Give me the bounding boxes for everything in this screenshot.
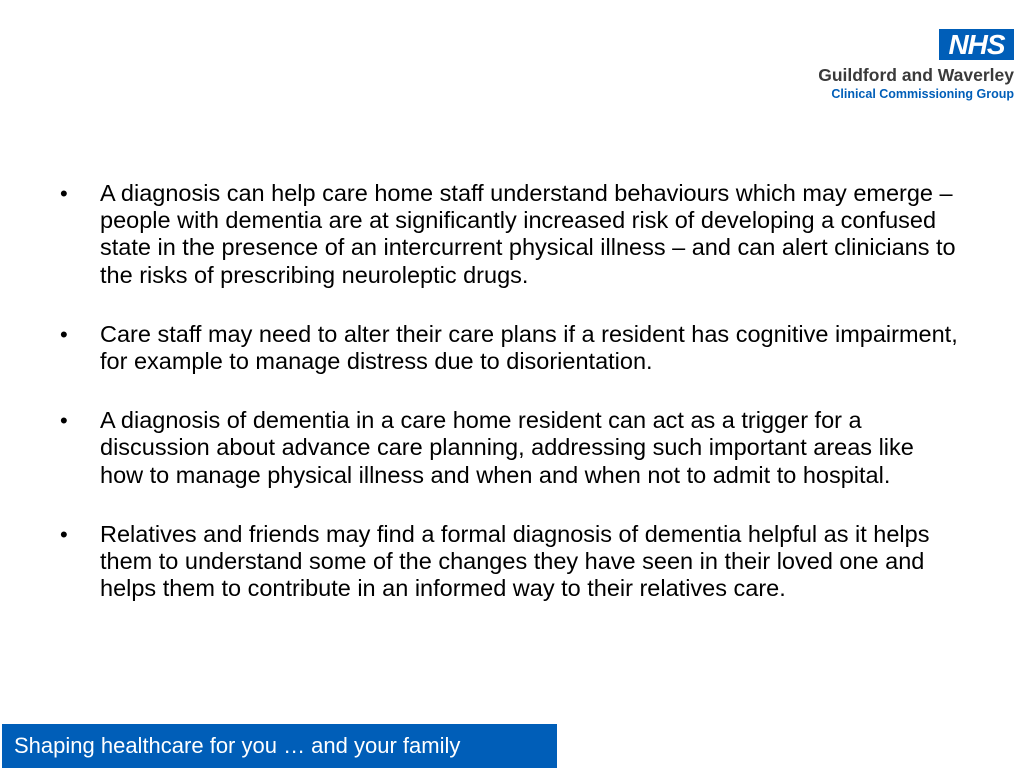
- bullet-item: [60, 521, 960, 603]
- bullet-text: A diagnosis of dementia in a care home resident can act as a trigger for a discussion about advance care planning, addressing such important areas like how to manage physical illness and when and when not to admit to hospital.: [100, 407, 914, 488]
- bullet-icon: •: [60, 408, 68, 434]
- bullet-icon: •: [60, 521, 68, 547]
- bullet-list: [60, 180, 960, 634]
- bullet-icon: •: [60, 181, 68, 206]
- footer-tagline: Shaping healthcare for you … and your family: [14, 733, 461, 758]
- org-subtitle: Clinical Commissioning Group: [831, 87, 1014, 101]
- nhs-logo: [774, 29, 1014, 105]
- bullet-text: Relatives and friends may find a formal diagnosis of dementia helpful as it helps them to understand some of the changes they have seen in their loved one and helps them to contribute in an informed way to their relatives care.: [100, 520, 930, 602]
- bullet-text: Care staff may need to alter their care plans if a resident has cognitive impairment, for example to manage distress due to disorientation.: [100, 320, 958, 375]
- bullet-item: [60, 321, 960, 375]
- bullet-item: [60, 407, 960, 489]
- bullet-text: A diagnosis can help care home staff understand behaviours which may emerge – people with dementia are at significantly increased risk of developing a confused state in the presence of an intercurrent physical illness – and can alert clinicians to the risks of prescribing neuroleptic drugs.: [100, 180, 956, 288]
- bullet-icon: •: [60, 321, 68, 347]
- org-name: Guildford and Waverley: [818, 65, 1014, 85]
- nhs-logo-mark: NHS: [939, 29, 1014, 60]
- footer-banner: [2, 724, 557, 768]
- bullet-item: [60, 180, 960, 289]
